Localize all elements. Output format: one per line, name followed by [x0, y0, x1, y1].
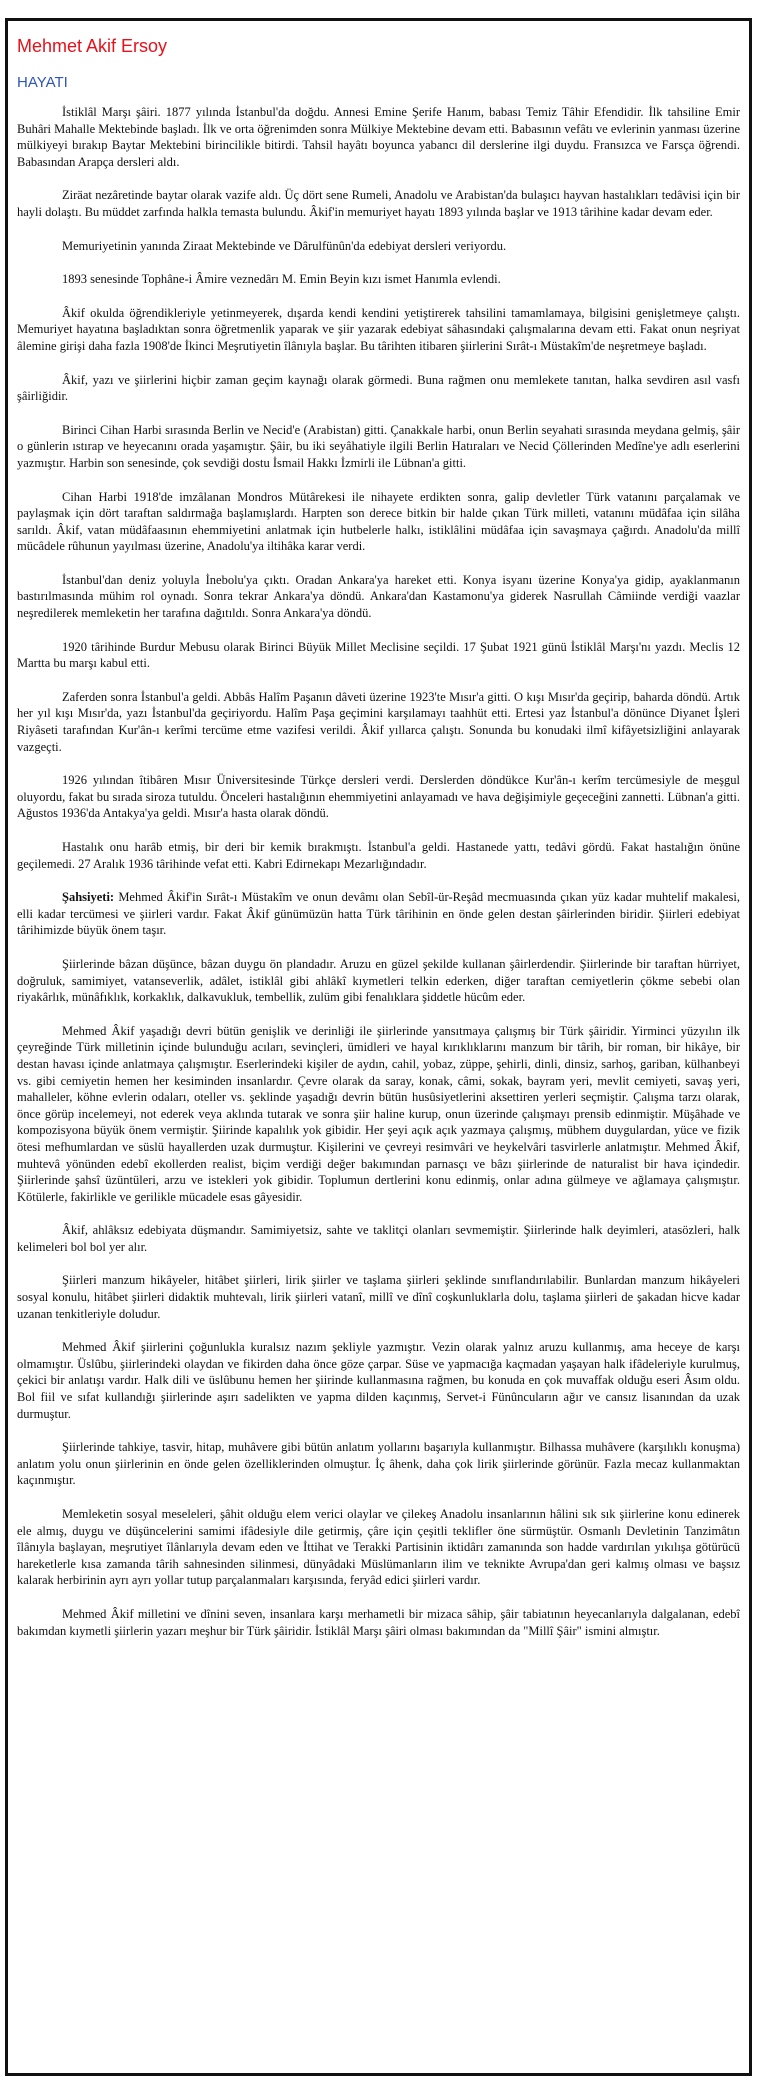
paragraph-text: Mehmed Âkif şiirlerini çoğunlukla kuralsız nazım şekliyle yazmıştır. Vezin olarak yalnız aruzu kullanmış, ama heceye de karşı olmamıştır. Üslûbu, şiirlerindeki olaydan ve fikirden daha önce göze çarpar. Süse ve yapmacığa kaçmadan yaşayan halk ifâdeleriyle kurulmuş, çekici bir anlatışı vardır. Halk dili ve üslûbunu hemen her şiirinde kullanmasına rağmen, bu konuda en çok muvaffak olduğu eseri Âsım oldu. Bol fiil ve sıfat kullandığı şiirlerinde aşırı sadelikten ve yapma dilden kaçınmış, Servet-i Fünûncuların ağır ve cansız lisanından da uzak durmuştur. [17, 1340, 740, 1421]
paragraph-text: 1893 senesinde Tophâne-i Âmire veznedârı M. Emin Beyin kızı ismet Hanımla evlendi. [62, 272, 501, 287]
paragraph [17, 839, 740, 872]
paragraph [17, 1506, 740, 1589]
paragraph-text: Şiirlerinde tahkiye, tasvir, hitap, muhâvere gibi bütün anlatım yollarını başarıyla kullanmıştır. Bilhassa muhâvere (karşılıklı konuşma) anlatım yolu onun şiirlerinin en önde gelen özelliklerinden olmuştur. İç âhenk, daha çok lirik şiirlerinde görünür. Fazla mecaz kullanmaktan kaçınmıştır. [17, 1440, 740, 1488]
paragraph [17, 489, 740, 555]
paragraph [17, 305, 740, 355]
paragraph-lead: Şahsiyeti: [62, 890, 115, 905]
paragraph-text: Mehmed Âkif'in Sırât-ı Müstakîm ve onun devâmı olan Sebîl-ür-Reşâd mecmuasında çıkan yüz kadar muhtelif makalesi, elli kadar tercümesi ve şiirleri vardır. Fakat Âkif günümüzün hatta Türk târihinin en önde gelen destan şâirlerinden biridir. Şiirleri edebiyat târihimizde büyük önem taşır. [17, 890, 740, 938]
paragraph [17, 372, 740, 405]
paragraph [17, 956, 740, 1006]
section-heading: HAYATI [17, 74, 68, 91]
paragraph-text: Cihan Harbi 1918'de imzâlanan Mondros Mütârekesi ile nihayete erdikten sonra, galip devletler Türk vatanını parçalamak ve paylaşmak için dört taraftan saldırmağa başlamışlardı. Harpten son derece bitkin bir halde çıkan Türk milleti, vatanını müdâfaa için silâha sarıldı. Âkif, vatan müdâfaasının ehemmiyetini anlatmak için hutbelerle halkı, istiklâlini müdâfaa için savaşmaya çağırdı. Anadolu'da millî mücâdele rûhunun yayılması üzerine, Anadolu'ya iltihâka karar verdi. [17, 489, 740, 554]
paragraph-text: Memleketin sosyal meseleleri, şâhit olduğu elem verici olaylar ve çilekeş Anadolu insanlarının hâlini sık sık şiirlerine konu edinerek ele almış, duygu ve düşüncelerini samimi ifâdesiyle dile getirmiş, çâre için çeşitli teklifler öne sürmüştür. Osmanlı Devletinin Tanzimâtın îlânıyla başlayan, meşrutiyet îlânlarıyla devam eden ve İttihat ve Terakki Partisinin iktidârı zamanında son hadde vardırılan yıkılışa götürücü hareketlerle kısa zamanda târih sahnesinden silinmesi, dünyâdaki Müslümanların ilim ve teknikte Avrupa'dan geri kalmış olması ve başsız kalarak herbirinin ayrı ayrı yollar tutup parçalanmaları karşısında, feryâd edici şiirleri vardır. [17, 1507, 740, 1588]
paragraph-text: Zaferden sonra İstanbul'a geldi. Abbâs Halîm Paşanın dâveti üzerine 1923'te Mısır'a gitti. O kışı Mısır'da geçirip, baharda döndü. Artık her yıl kışı Mısır'da, yazı İstanbul'da geçiriyordu. Halîm Paşa geçimini karşılamayı taahhüt etti. Ertesi yaz İstanbul'a dönünce Diyanet İşleri Riyâseti tarafından Kur'ân-ı kerîmi tercüme etme vazifesi verildi. Âkif yıllarca çalıştı. Sonunda bu konudaki ilmî kifâyetsizliğini anlayarak vazgeçti. [17, 689, 740, 754]
paragraph-text: Âkif okulda öğrendikleriyle yetinmeyerek, dışarda kendi kendini yetiştirerek tahsilini tamamlamaya, bilgisini genişletmeye çalıştı. Memuriyet hayatına başladıktan sonra öğretmenlik yaparak ve şiir yazarak edebiyat sâhasındaki çalışmalarına devam etti. Fakat onun neşriyat âlemine girişi daha fazla 1908'de İkinci Meşrutiyetin îlânıyla başlar. Bu târihten itibaren şiirlerini Sırât-ı Müstakîm'de neşretmeye başladı. [17, 305, 740, 353]
paragraph [17, 187, 740, 220]
paragraph [17, 1023, 740, 1206]
paragraph [17, 238, 740, 255]
paragraph [17, 104, 740, 170]
paragraph [17, 1439, 740, 1489]
paragraph [17, 1606, 740, 1639]
paragraph [17, 772, 740, 822]
biography-content [8, 21, 749, 1639]
paragraph-text: Âkif, yazı ve şiirlerini hiçbir zaman geçim kaynağı olarak görmedi. Buna rağmen onu memlekete tanıtan, halka sevdiren asıl vasfı şâirliğidir. [17, 372, 740, 404]
paragraph-text: İstanbul'dan deniz yoluyla İnebolu'ya çıktı. Oradan Ankara'ya hareket etti. Konya isyanı üzerine Konya'ya gidip, ayaklanmanın bastırılmasında mühim rol oynadı. Sonra tekrar Ankara'ya döndü. Ankara'dan Kastamonu'ya giderek Nasrullah Câmiinde verdiği vaazlar neşredilerek memleketin her tarafına dağıtıldı. Sonra Ankara'ya döndü. [17, 572, 740, 621]
paragraph-text: 1920 târihinde Burdur Mebusu olarak Birinci Büyük Millet Meclisine seçildi. 17 Şubat 1921 günü İstiklâl Marşı'nı yazdı. Meclis 12 Martta bu marşı kabul etti. [17, 639, 740, 671]
paragraph-list [17, 104, 740, 1639]
paragraph [17, 422, 740, 472]
paragraph-text: Mehmed Âkif yaşadığı devri bütün genişlik ve derinliği ile şiirlerinde yansıtmaya çalışmış bir Türk şâiridir. Yirminci yüzyılın ilk çeyreğinde Türk milletinin içinde bulunduğu acıları, sevinçleri, ümidleri ve hayal kırıklıklarını manzum bir târih, bir roman, bir hikâye, bir destan havası içinde anlatmaya çalışmıştır. Eserlerindeki kişiler de aydın, cahil, yobaz, züppe, şehirli, dinli, dinsiz, sarhoş, gariban, külhanbeyi vs. gibi cemiyetin hemen her kesiminden insanlardır. Çevre olarak da saray, konak, câmi, sokak, bayram yeri, mevlit cemiyeti, savaş yeri, mahalleler, köhne evlerin odaları, oteller vs. şeklinde yaşadığı devrin bütün husûsiyetlerini aksettiren yerleri seçmiştir. Çalışma tarzı olarak, önce görüp incelemeyi, not ederek veya aklında tutarak ve sonra şiir haline kurup, onun üzerinde çalışmayı prensib edinmiştir. Müşâhade ve kompozisyona büyük önem vermiştir. Şiirinde kapalılık yok gibidir. Her şeyi açık açık yazmaya çalışmış, mübhem duygulardan, yüce ve fizik ötesi mefhumlardan ve süslü hayallerden uzak durmuştur. Kişilerini ve çevreyi resimvâri ve heykelvâri tasvirlerle anlatmıştır. Mehmed Âkif, muhtevâ yönünden edebî ekollerden realist, biçim verdiği değer bakımından parnasçı ve bâzı şiirlerinde de naturalist bir hava içindedir. Şiirlerinde şahsî üzüntüleri, arzu ve istekleri yok gibidir. Toplumun dertlerini konu edinmiş, onlar adına gülmeye ve ağlamaya çalışmıştır. Kötülerle, fakirlikle ve gerilikle mücadele esas gâyesidir. [17, 1023, 740, 1204]
paragraph [17, 689, 740, 755]
paragraph [17, 1272, 740, 1322]
paragraph [17, 639, 740, 672]
paragraph-text: Şiirlerinde bâzan düşünce, bâzan duygu ön plandadır. Aruzu en güzel şekilde kullanan şâirlerdendir. Şiirlerinde bir taraftan hürriyet, doğruluk, samimiyet, vatanseverlik, adâlet, istiklâl gibi ahlâkî kıymetleri telkin ederken, diğer taraftan cemiyetlerin çökme sebebi olan riyakârlık, münâfıklık, korkaklık, dalkavukluk, tembellik, zulüm gibi fenalıklara şiddetle hücûm eder. [17, 956, 740, 1005]
paragraph-text: Şiirleri manzum hikâyeler, hitâbet şiirleri, lirik şiirler ve taşlama şiirleri şeklinde sınıflandırılabilir. Bunlardan manzum hikâyeleri sosyal konulu, hitâbet şiirleri didaktik muhtevalı, lirik şiirleri vatanî, millî ve dînî coşkunluklarla dolu, taşlama şiirleri de şakadan hicve kadar uzanan tenkitleriyle doludur. [17, 1273, 740, 1321]
paragraph-text: Memuriyetinin yanında Ziraat Mektebinde ve Dârulfünûn'da edebiyat dersleri veriyordu. [62, 238, 507, 253]
paragraph-text: 1926 yılından îtibâren Mısır Üniversitesinde Türkçe dersleri verdi. Derslerden döndükce Kur'ân-ı kerîm tercümesiyle de meşgul oluyordu, fakat bu sırada siroza tutuldu. Önceleri hastalığının ehemmiyetini anlayamadı ve hava değişimiyle geçeceğini zannetti. Lübnan'a gitti. Ağustos 1936'da Antakya'ya geldi. Mısır'a hasta olarak döndü. [17, 773, 740, 821]
paragraph-text: Âkif, ahlâksız edebiyata düşmandır. Samimiyetsiz, sahte ve taklitçi olanları sevmemiştir. Şiirlerinde halk deyimleri, atasözleri, halk kelimeleri bol bol yer alır. [17, 1223, 740, 1254]
paragraph [17, 271, 740, 288]
paragraph-text: İstiklâl Marşı şâiri. 1877 yılında İstanbul'da doğdu. Annesi Emine Şerife Hanım, babası Temiz Tâhir Efendidir. İlk tahsiline Emir Buhâri Mahalle Mektebinde başladı. İlk ve orta öğrenimden sonra Mülkiye Mektebine devam etti. Babasının vefâtı ve evlerinin yanması üzerine mülkiyeyi bırakıp Baytar Mektebini birincilikle bitirdi. Tahsil hayâtı boyunca yabancı dil derslerine ilgi duydu. Fransızca ve Farsça öğrendi. Babasından Arapça dersleri aldı. [17, 105, 740, 169]
paragraph [17, 572, 740, 622]
paragraph [17, 1339, 740, 1422]
biography-frame [5, 18, 752, 2076]
paragraph [17, 1222, 740, 1255]
paragraph-text: Birinci Cihan Harbi sırasında Berlin ve Necid'e (Arabistan) gitti. Çanakkale harbi, onun Berlin seyahati sırasında meydana gelmiş, şâir o günlerin ıstırap ve heyecanını orada yaşamıştır. Şâir, bu iki seyâhatiyle ilgili Berlin Hatıraları ve Necid Çöllerinden Medîne'ye adlı eserlerini yazmıştır. Harbin son senesinde, çok sevdiği dostu İsmail Hakkı İzmirli ile Lübnan'a gitti. [17, 422, 740, 470]
page-title: Mehmet Akif Ersoy [17, 36, 168, 56]
paragraph-text: Hastalık onu harâb etmiş, bir deri bir kemik bırakmıştı. İstanbul'a geldi. Hastanede yattı, tedâvi gördü. Fakat hastalığın önüne geçilemedi. 27 Aralık 1936 târihinde vefat etti. Kabri Edirnekapı Mezarlığındadır. [17, 840, 740, 871]
paragraph [17, 889, 740, 939]
paragraph-text: Mehmed Âkif milletini ve dînini seven, insanlara karşı merhametli bir mizaca sâhip, şâir tabiatının heyecanlarıyla dalgalanan, edebî bakımdan kıymetli şiirlerin yazarı meşhur bir Türk şâiridir. İstiklâl Marşı şâiri olması bakımından da "Millî Şâir" ismini almıştır. [17, 1606, 740, 1638]
paragraph-text: Ziräat nezâretinde baytar olarak vazife aldı. Üç dört sene Rumeli, Anadolu ve Arabistan'da bulaşıcı hayvan hastalıkları tedâvisi için bir hayli dolaştı. Bu müddet zarfında halkla temasta bulundu. Âkif'in memuriyet hayatı 1893 yılında başlar ve 1913 târihine kadar devam eder. [17, 188, 740, 219]
